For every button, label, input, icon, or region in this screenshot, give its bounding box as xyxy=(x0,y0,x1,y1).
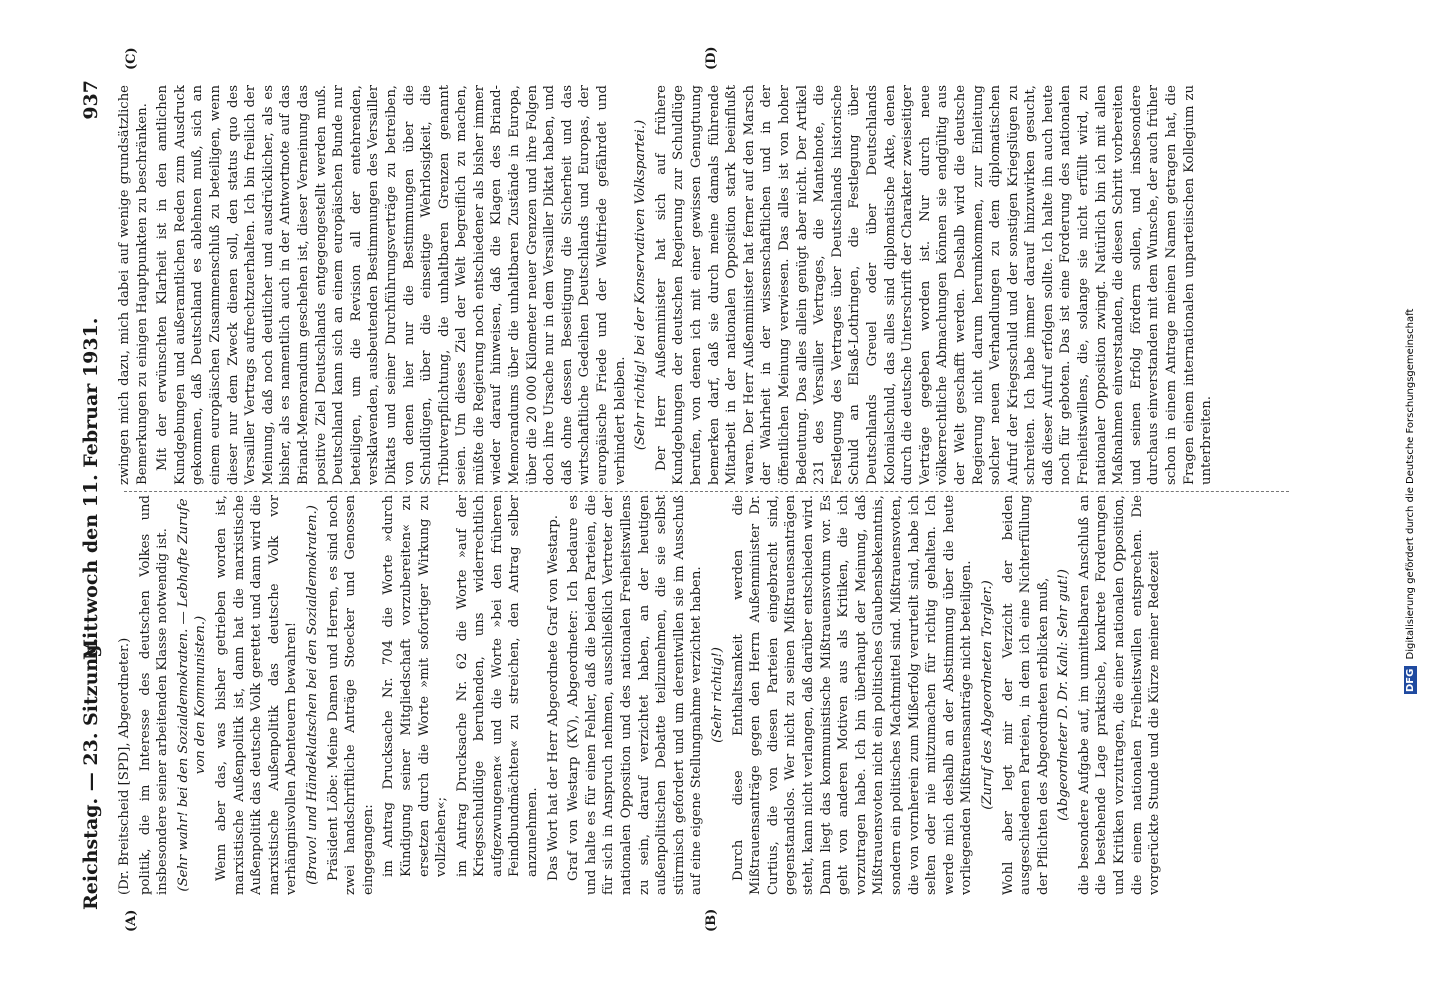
paragraph: politik, die im Interesse des deutschen Volkes und insbesondere seiner arbeitenden Klasse notwendig ist. xyxy=(137,495,171,895)
paragraph: (Abgeordneter D. Dr. Kahl: Sehr gut!) xyxy=(1056,569,1072,821)
paragraph: Graf von Westarp (KV), Abgeordneter: Ich bedaure es und halte es für einen Fehler, daß die beiden Parteien, die für sich in Anspruch nehmen, ausschließlich Vertreter der nationalen Opposition und des nationalen Freiheitswillens zu sein, darauf verzichtet haben, an der heutigen außenpolitischen Debatte teilzunehmen, die sie selbst stürmisch gefordert und um derentwillen sie im Ausschuß auf eine eigene Stellungnahme verzichtet haben. xyxy=(566,495,705,895)
paragraph: die besondere Aufgabe auf, im unmittelbaren Anschluß an die bestehende Lage praktische, konkrete Forderungen und Kritiken vorzutragen, die einer nationalen Opposition, die einem nationalen Freiheitswillen entsprechen. Die vorgerückte Stunde und die Kürze meiner Redezeit xyxy=(1076,495,1163,895)
column-divider xyxy=(124,490,1289,492)
paragraph: (Zuruf des Abgeordneten Torgler.) xyxy=(979,580,995,810)
paragraph: im Antrag Drucksache Nr. 704 die Worte »durch Kündigung seiner Mitgliedschaft vorzubereiten« zu ersetzen durch die Worte »mit sofortiger Wirkung zu vollziehen«; xyxy=(381,495,450,877)
marker-a: (A) xyxy=(124,909,139,932)
paragraph: Wenn aber das, was bisher getrieben worden ist, marxistische Außenpolitik ist, dann hat die marxistische Außenpolitik das deutsche Volk gerettet und dann wird die marxistische Außenpolitik das deutsche Volk vor verhängnisvollen Abenteuern bewahren! xyxy=(213,495,300,895)
paragraph: Wohl aber legt mir der Verzicht der beiden ausgeschiedenen Parteien, in dem ich eine Nichterfüllung der Pflichten des Abgeordneten erblicken muß, xyxy=(1000,495,1051,895)
digitization-footer xyxy=(1404,6,1426,996)
left-column xyxy=(116,495,1296,895)
paragraph: (Sehr richtig!) xyxy=(710,647,725,743)
right-column xyxy=(116,85,1296,485)
marker-d: (D) xyxy=(704,46,719,70)
paragraph: Das Wort hat der Herr Abgeordnete Graf von Westarp. xyxy=(545,515,561,881)
document-page xyxy=(64,0,1304,1000)
paragraph: (Dr. Breitscheid [SPD], Abgeordneter.) xyxy=(117,637,132,895)
paragraph: im Antrag Drucksache Nr. 62 die Worte »auf der Kriegsschuldlüge beruhenden, uns widerrechtlich aufgezwungenen« und die Worte »bei den früheren Feindbundmächten« zu streichen, den Antrag selber anzunehmen. xyxy=(454,495,541,877)
paragraph: (Bravo! und Händeklatschen bei den Sozialdemokraten.) xyxy=(304,505,320,885)
paragraph: (Sehr richtig! bei der Konservativen Volkspartei.) xyxy=(633,119,649,451)
paragraph: Mit der erwünschten Klarheit ist in den amtlichen Kundgebungen und außeramtlichen Reden zum Ausdruck gekommen, daß Deutschland es ablehnen muß, sich an einem europäischen Zusammenschluß zu beteiligen, wenn dieser nur dem Zweck dienen soll, den status quo des Versailler Vertrags aufrechtzuerhalten. Ich bin freilich der Meinung, daß noch deutlicher und ausdrücklicher, als es bisher, als es namentlich auch in der Antwortnote auf das Briand-Memorandum geschehen ist, dieser Verneinung das positive Ziel Deutschlands entgegengestellt werden muß. Deutschland kann sich an einem europäischen Bunde nur beteiligen, um die Revision all der entehrenden, versklavenden, ausbeutenden Bestimmungen des Versailler Diktats und seiner Durchführungsverträge zu betreiben, von denen hier nur die Bestimmungen über die Schuldlügen, über die einseitige Wehrlosigkeit, die Tributverpflichtung, die unhaltbaren Grenzen genannt seien. Um dieses Ziel der Welt begreiflich zu machen, müßte die Regierung noch entschiedener als bisher immer wieder darauf hinweisen, daß die Klagen des Briand-Memorandums über die unhaltbaren Zustände in Europa, über die 20 000 Kilometer neuer Grenzen und ihre Folgen doch ihre Ursache nur in dem Versailler Diktat haben, und daß ohne dessen Beseitigung die Sicherheit und das wirtschaftliche Gedeihen Deutschlands und Europas, der europäische Friede und der Weltfriede gefährdet und verhindert bleiben. xyxy=(155,85,628,485)
marker-b: (B) xyxy=(704,908,719,932)
header-left: Reichstag. — 23. Sitzung. xyxy=(80,637,102,910)
header-date: Mittwoch den 11. Februar 1931. xyxy=(80,317,102,660)
marker-c: (C) xyxy=(124,47,139,70)
paragraph: Durch diese Enthaltsamkeit werden die Mißtrauensanträge gegen den Herrn Außenminister Dr. Curtius, die von diesen Parteien eingebracht sind, gegenstandslos. Wer nicht zu seinen Mißtrauensanträgen steht, kann nicht verlangen, daß darüber entschieden wird. Dann liegt das kommunistische Mißtrauensvotum vor. Es geht von anderen Motiven aus als Kritiken, die ich vorzutragen habe. Ich bin überhaupt der Meinung, daß Mißtrauensvoten nicht ein politisches Glaubensbekenntnis, sondern ein politisches Machtmittel sind. Mißtrauensvoten, die von vornherein zum Mißerfolg verurteilt sind, habe ich selten oder nie mitzumachen für richtig gehalten. Ich werde mich deshalb an der Abstimmung über die heute vorliegenden Mißtrauensanträge nicht beteiligen. xyxy=(730,495,975,895)
page-header xyxy=(72,80,112,910)
paragraph: (Sehr wahr! bei den Sozialdemokraten. — Lebhafte Zurufe von den Kommunisten.) xyxy=(175,498,209,892)
dfg-logo: DFG xyxy=(1405,668,1416,692)
footer-text: Digitalisierung gefördert durch die Deutsche Forschungsgemeinschaft xyxy=(1405,308,1416,660)
paragraph: Der Herr Außenminister hat sich auf frühere Kundgebungen der deutschen Regierung zur Schuldlüge berufen, von denen ich mit einer gewissen Genugtuung bemerken darf, daß sie durch meine damals führende Mitarbeit in der nationalen Opposition stark beeinflußt waren. Der Herr Außenminister hat ferner auf den Marsch der Wahrheit in der wissenschaftlichen und in der öffentlichen Meinung verwiesen. Das alles ist von hoher Bedeutung. Das alles allein genügt aber nicht. Der Artikel 231 des Versailler Vertrages, die Mantelnote, die Festlegung des Vertrages über Deutschlands historische Schuld an Elsaß-Lothringen, die Festlegung über Deutschlands Greuel oder über Deutschlands Kolonialschuld, das alles sind diplomatische Akte, denen durch die deutsche Unterschrift der Charakter zweiseitiger Verträge gegeben worden ist. Nur durch neue völkerrechtliche Abmachungen können sie endgültig aus der Welt geschafft werden. Deshalb wird die deutsche Regierung nicht darum herumkommen, zur Einleitung solcher neuen Verhandlungen zu dem diplomatischen Aufruf der Kriegsschuld und der sonstigen Kriegslügen zu schreiten. Ich habe immer darauf hinzuwirken gesucht, daß dieser Aufruf erfolgen sollte. Ich halte ihn auch heute noch für geboten. Das ist eine Forderung des nationalen Freiheitswillens, die, solange sie nicht erfüllt wird, zu nationaler Opposition zwingt. Natürlich bin ich mit allen Maßnahmen einverstanden, die diesen Schritt vorbereiten und seinen Erfolg fördern sollen, und insbesondere durchaus einverstanden mit dem Wunsche, der auch früher schon in einem Antrage meinen Namen getragen hat, die Fragen einem internationalen unparteiischen Kollegium zu unterbreiten. xyxy=(653,85,1215,485)
page-number: 937 xyxy=(80,80,102,120)
paragraph: Präsident Löbe: Meine Damen und Herren, es sind noch zwei handschriftliche Anträge Stoecker und Genossen eingegangen: xyxy=(325,495,376,895)
paragraph: zwingen mich dazu, mich dabei auf wenige grundsätzliche Bemerkungen zu einigen Hauptpunkten zu beschränken. xyxy=(117,85,150,485)
